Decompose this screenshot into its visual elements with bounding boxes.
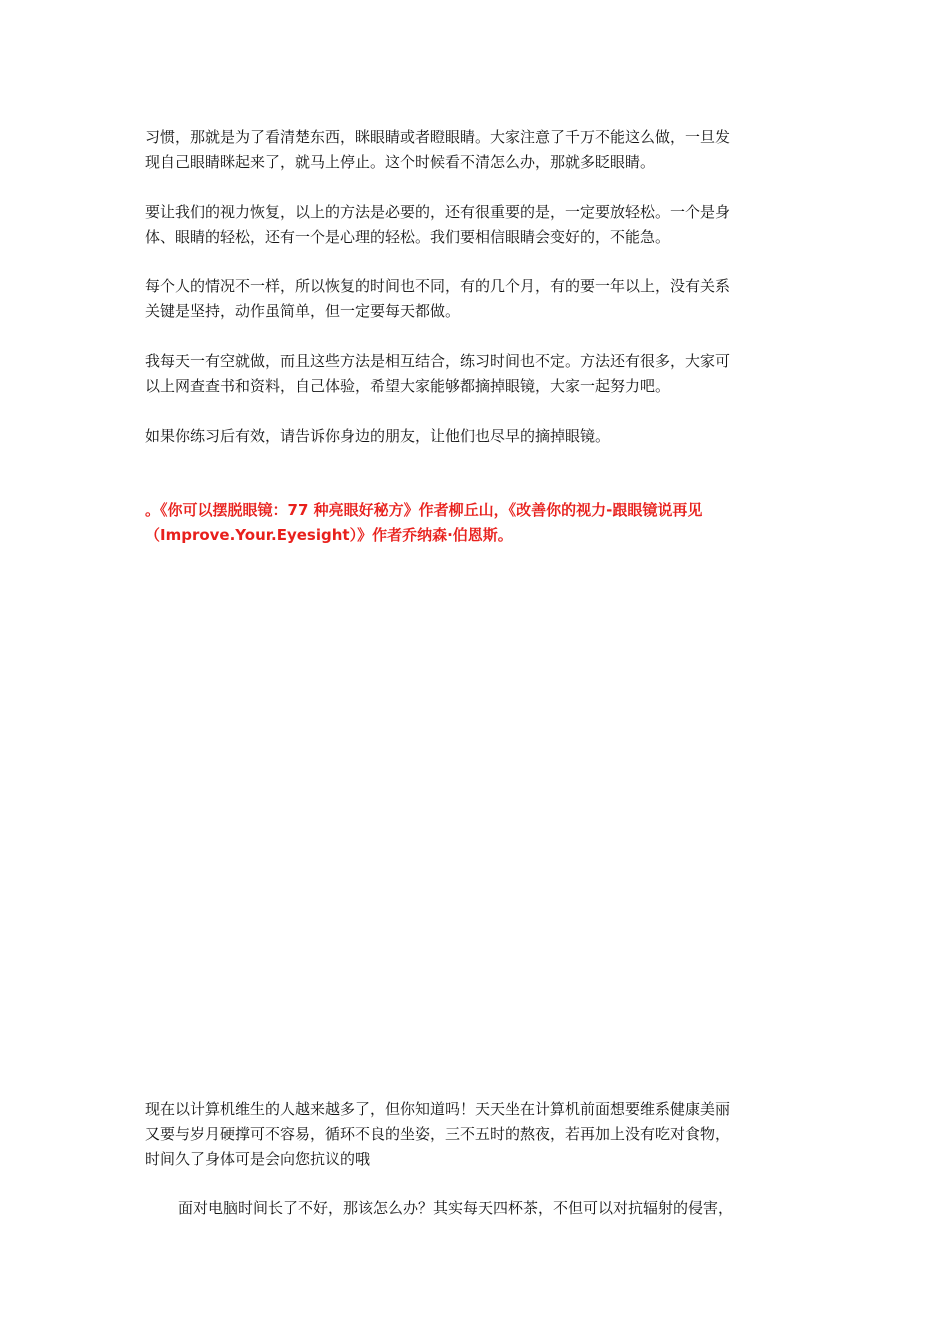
paragraph-tea [145, 1196, 813, 1221]
text-line: 体、眼睛的轻松，还有一个是心理的轻松。我们要相信眼睛会变好的，不能急。 [145, 228, 671, 246]
text-line: 习惯，那就是为了看清楚东西，眯眼睛或者瞪眼睛。大家注意了千万不能这么做，一旦发 [145, 128, 731, 146]
paragraph-share [145, 424, 813, 449]
text-line: 要让我们的视力恢复，以上的方法是必要的，还有很重要的是，一定要放轻松。一个是身 [145, 203, 731, 221]
text-line: 面对电脑时间长了不好，那该怎么办？其实每天四杯茶，不但可以对抗辐射的侵害， [178, 1199, 734, 1217]
text-line: 时间久了身体可是会向您抗议的哦 [145, 1150, 371, 1168]
text-line: 我每天一有空就做，而且这些方法是相互结合，练习时间也不定。方法还有很多，大家可 [145, 352, 731, 370]
reference-line: （Improve.Your.Eyesight）》作者乔纳森·伯恩斯。 [145, 526, 513, 544]
references-red-text [145, 498, 813, 548]
paragraph-practice [145, 349, 813, 399]
reference-line: 。《你可以摆脱眼镜：77 种亮眼好秘方》作者柳丘山，《改善你的视力-跟眼镜说再见 [145, 501, 703, 519]
paragraph-relax [145, 200, 813, 250]
text-line: 现在以计算机维生的人越来越多了，但你知道吗！天天坐在计算机前面想要维系健康美丽 [145, 1100, 731, 1118]
paragraph-computer-workers [145, 1097, 813, 1172]
text-line: 以上网查查书和资料，自己体验，希望大家能够都摘掉眼镜，大家一起努力吧。 [145, 377, 671, 395]
paragraph-squint-habit [145, 125, 813, 175]
text-line: 如果你练习后有效，请告诉你身边的朋友，让他们也尽早的摘掉眼镜。 [145, 427, 611, 445]
text-line: 现自己眼睛眯起来了，就马上停止。这个时候看不清怎么办，那就多眨眼睛。 [145, 153, 656, 171]
text-line: 关键是坚持，动作虽简单，但一定要每天都做。 [145, 302, 461, 320]
text-line: 每个人的情况不一样，所以恢复的时间也不同，有的几个月，有的要一年以上，没有关系 [145, 277, 731, 295]
paragraph-recovery-time [145, 274, 813, 324]
text-line: 又要与岁月硬撑可不容易，循环不良的坐姿，三不五时的熬夜，若再加上没有吃对食物， [145, 1125, 731, 1143]
